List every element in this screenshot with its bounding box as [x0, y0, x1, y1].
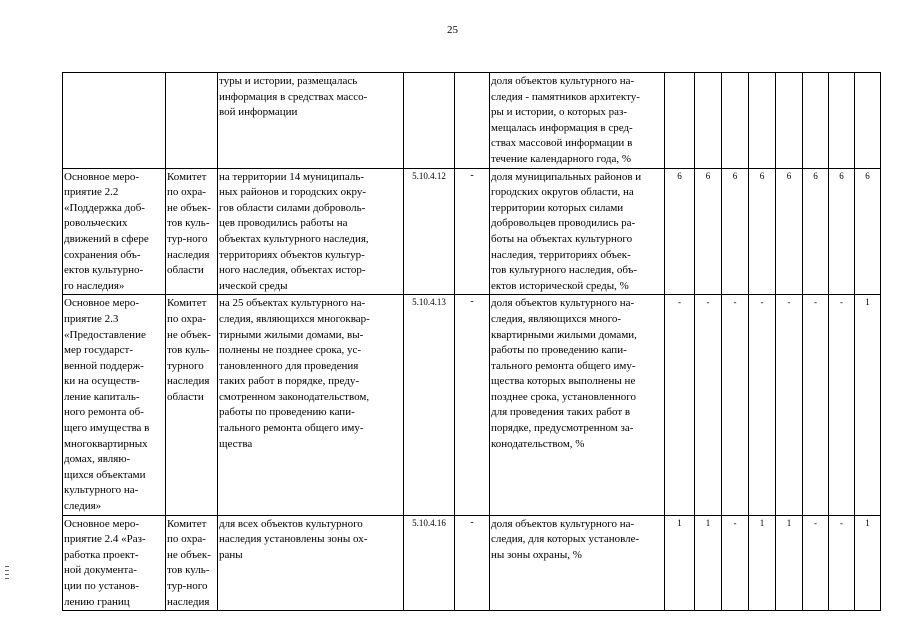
indicator-cell: доля объектов культурного на- следия - памятников архитекту- ры и истории, о которых раз- мещалась информация в сред- ствах массовой информации в течение календарного года, %: [490, 73, 665, 169]
event-cell: Основное меро- приятие 2.3 «Предоставление мер государст- венной поддерж- ки на осуществ- ление капиталь- ного ремонта об- щего имущества в многоквартирных домах, являю- щихся объектами культурного на- следия»: [63, 295, 166, 515]
value-cell: 6: [776, 168, 803, 295]
dash-cell: [455, 73, 490, 169]
value-cell: -: [722, 515, 749, 611]
value-cell: -: [829, 295, 855, 515]
executor-cell: [166, 73, 218, 169]
value-cell: -: [749, 295, 776, 515]
code-cell: [404, 73, 455, 169]
event-cell: [63, 73, 166, 169]
value-cell: 1: [776, 515, 803, 611]
event-cell: Основное меро- приятие 2.4 «Раз- работка проект- ной документа- ции по установ- лению границ: [63, 515, 166, 611]
value-cell: -: [722, 295, 749, 515]
value-cell: 6: [803, 168, 829, 295]
value-cell: [803, 73, 829, 169]
executor-cell: Комитет по охра- не объек- тов куль- тур-ного наследия: [166, 515, 218, 611]
indicator-cell: доля муниципальных районов и городских округов области, на территории которых силами добровольцев проводились ра- боты на объектах культурного наследия, территориях объек- тов культурного наследия, объ- ектов исторической среды, %: [490, 168, 665, 295]
value-cell: [695, 73, 722, 169]
indicator-cell: доля объектов культурного на- следия, для которых установле- ны зоны охраны, %: [490, 515, 665, 611]
table-row: [63, 515, 881, 611]
executor-cell: Комитет по охра- не объек- тов куль- тур-ного наследия области: [166, 168, 218, 295]
value-cell: [855, 73, 881, 169]
table-row: [63, 73, 881, 169]
value-cell: -: [803, 515, 829, 611]
value-cell: 1: [665, 515, 695, 611]
value-cell: [749, 73, 776, 169]
value-cell: 6: [855, 168, 881, 295]
code-cell: 5.10.4.16: [404, 515, 455, 611]
value-cell: 6: [665, 168, 695, 295]
description-cell: для всех объектов культурного наследия установлены зоны ох- раны: [218, 515, 404, 611]
description-cell: туры и истории, размещалась информация в средствах массо- вой информации: [218, 73, 404, 169]
value-cell: 1: [695, 515, 722, 611]
value-cell: [722, 73, 749, 169]
dash-cell: -: [455, 515, 490, 611]
value-cell: -: [665, 295, 695, 515]
value-cell: 6: [749, 168, 776, 295]
program-table: [62, 72, 881, 611]
indicator-cell: доля объектов культурного на- следия, являющихся много- квартирными жилыми домами, работы по проведению капи- тального ремонта общего иму- щества которых выполнены не позднее срока, установленного для проведения таких работ в порядке, предусмотренном за- конодательством, %: [490, 295, 665, 515]
value-cell: 6: [722, 168, 749, 295]
margin-scan-mark: [5, 566, 9, 582]
value-cell: [665, 73, 695, 169]
value-cell: 1: [855, 295, 881, 515]
event-cell: Основное меро- приятие 2.2 «Поддержка доб- ровольческих движений в сфере сохранения объ- ектов культурно- го наследия»: [63, 168, 166, 295]
value-cell: -: [803, 295, 829, 515]
code-cell: 5.10.4.12: [404, 168, 455, 295]
value-cell: 6: [695, 168, 722, 295]
executor-cell: Комитет по охра- не объек- тов куль- турного наследия области: [166, 295, 218, 515]
value-cell: -: [776, 295, 803, 515]
value-cell: 6: [829, 168, 855, 295]
value-cell: -: [829, 515, 855, 611]
table-row: [63, 295, 881, 515]
page-number: 25: [447, 24, 458, 36]
value-cell: [829, 73, 855, 169]
value-cell: -: [695, 295, 722, 515]
description-cell: на территории 14 муниципаль- ных районов и городских окру- гов области силами доброволь- цев проводились работы на объектах культурного наследия, территориях объектов культур- ного наследия, объектах истор- ической среды: [218, 168, 404, 295]
code-cell: 5.10.4.13: [404, 295, 455, 515]
description-cell: на 25 объектах культурного на- следия, являющихся многоквар- тирными жилыми домами, вы- полнены не позднее срока, ус- тановленного для проведения таких работ в порядке, преду- смотренном законодательством, работы по проведению капи- тального ремонта общего иму- щества: [218, 295, 404, 515]
table-row: [63, 168, 881, 295]
dash-cell: -: [455, 295, 490, 515]
value-cell: [776, 73, 803, 169]
value-cell: 1: [749, 515, 776, 611]
dash-cell: -: [455, 168, 490, 295]
value-cell: 1: [855, 515, 881, 611]
